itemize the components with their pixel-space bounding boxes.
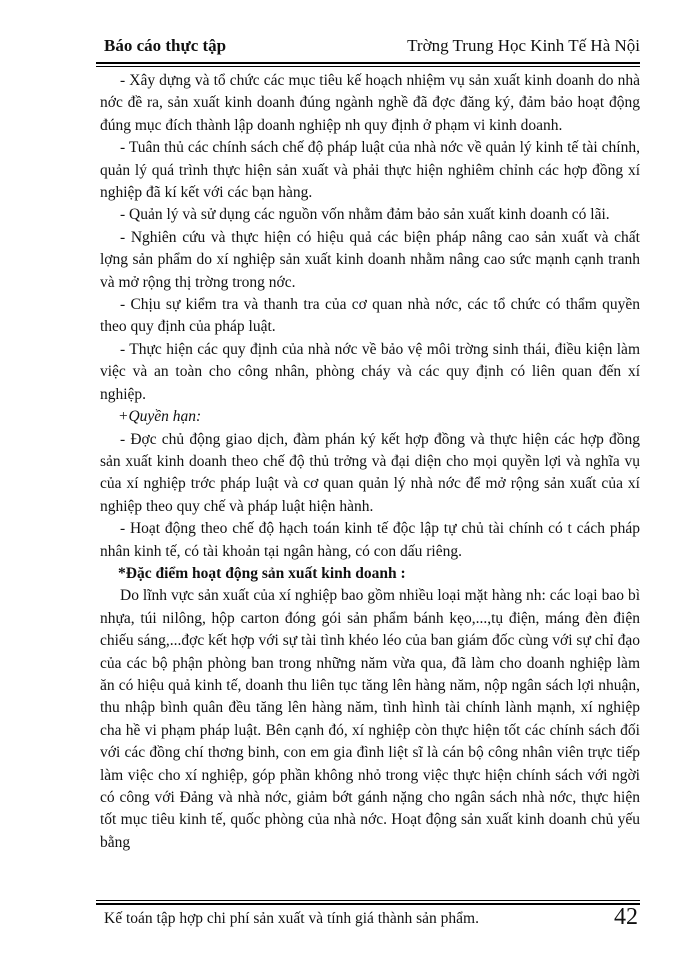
paragraph-duty-1: - Xây dựng và tổ chức các mục tiêu kế hoạch nhiệm vụ sản xuất kinh doanh do nhà nớc đề ra, sản xuất kinh doanh đúng ngành nghề đã đợc đăng ký, đảm bảo hoạt động đúng mục đích thành lập doanh nghiệp nh quy định ở phạm vi kinh doanh. [100, 72, 640, 134]
paragraph-duty-2: - Tuân thủ các chính sách chế độ pháp luật của nhà nớc về quản lý kinh tế tài chính, quản lý quá trình thực hiện sản xuất và phải thực hiện nghiêm chỉnh các hợp đồng xí nghiệp đã kí kết với các bạn hàng. [100, 139, 640, 202]
document-body [100, 70, 640, 854]
paragraph-right-1: - Đợc chủ động giao dịch, đàm phán ký kết hợp đồng và thực hiện các hợp đồng sản xuất kinh doanh theo chế độ thủ trởng và đại diện cho mọi quyền lợi và nghĩa vụ của xí nghiệp trớc pháp luật và cơ quan quản lý nhà nớc để mở rộng sản xuất của xí nghiệp theo quy chế và pháp luật hiện hành. [100, 430, 640, 515]
paragraph-duty-4: - Nghiên cứu và thực hiện có hiệu quả các biện pháp nâng cao sản xuất và chất lợng sản phẩm do xí nghiệp sản xuất kinh doanh nhằm nâng cao sức mạnh cạnh tranh và mở rộng thị trờng trong nớc. [100, 228, 640, 291]
paragraph-duty-6: - Thực hiện các quy định của nhà nớc về bảo vệ môi trờng sinh thái, điều kiện làm việc và an toàn cho công nhân, phòng cháy và các quy định có liên quan đến xí nghiệp. [100, 340, 640, 403]
paragraph-duty-5: - Chịu sự kiểm tra và thanh tra của cơ quan nhà nớc, các tổ chức có thẩm quyền theo quy định của pháp luật. [100, 296, 640, 336]
page-header [96, 36, 640, 64]
footer-caption: Kế toán tập hợp chi phí sản xuất và tính giá thành sản phẩm. [104, 910, 479, 927]
header-divider [96, 62, 640, 67]
school-name: Trờng Trung Học Kinh Tế Hà Nội [407, 36, 640, 55]
section-heading-business: *Đặc điểm hoạt động sản xuất kinh doanh : [118, 564, 406, 582]
paragraph-right-2: - Hoạt động theo chế độ hạch toán kinh tế độc lập tự chủ tài chính có t cách pháp nhân kinh tế, có tài khoản tại ngân hàng, có con dấu riêng. [100, 520, 640, 560]
section-heading-rights: +Quyền hạn: [118, 408, 202, 426]
report-title: Báo cáo thực tập [104, 36, 227, 55]
paragraph-duty-3: - Quản lý và sử dụng các nguồn vốn nhằm đảm bảo sản xuất kinh doanh có lãi. [120, 206, 610, 224]
footer-divider [96, 900, 640, 905]
page-number: 42 [614, 904, 638, 930]
paragraph-business: Do lĩnh vực sản xuất của xí nghiệp bao gồm nhiều loại mặt hàng nh: các loại bao bì nhựa, túi nilông, hộp carton đóng gói sản phẩm bánh kẹo,...,tụ điện, máng đèn điện chiếu sáng,...đợc kết hợp với sự tài tình khéo léo của ban giám đốc cùng với sự chỉ đạo của các bộ phận phòng ban trong những năm vừa qua, đã làm cho doanh nghiệp làm ăn có hiệu quả kinh tế, doanh thu liên tục tăng lên hàng năm, nộp ngân sách lợi nhuận, thu nhập bình quân đều tăng lên hàng năm, tình hình tài chính lành mạnh, xí nghiệp cha hề vi phạm pháp luật. Bên cạnh đó, xí nghiệp còn thực hiện tốt các chính sách đối với các đồng chí thơng binh, con em gia đình liệt sĩ là cán bộ công nhân viên trực tiếp làm việc cho xí nghiệp, góp phần không nhỏ trong việc thực hiện chính sách với ngời có công với Đảng và nhà nớc, giảm bớt gánh nặng cho ngân sách nhà nớc, thực hiện tốt mục tiêu kinh tế, quốc phòng của nhà nớc. Hoạt động sản xuất kinh doanh chủ yếu bằng [100, 587, 640, 851]
